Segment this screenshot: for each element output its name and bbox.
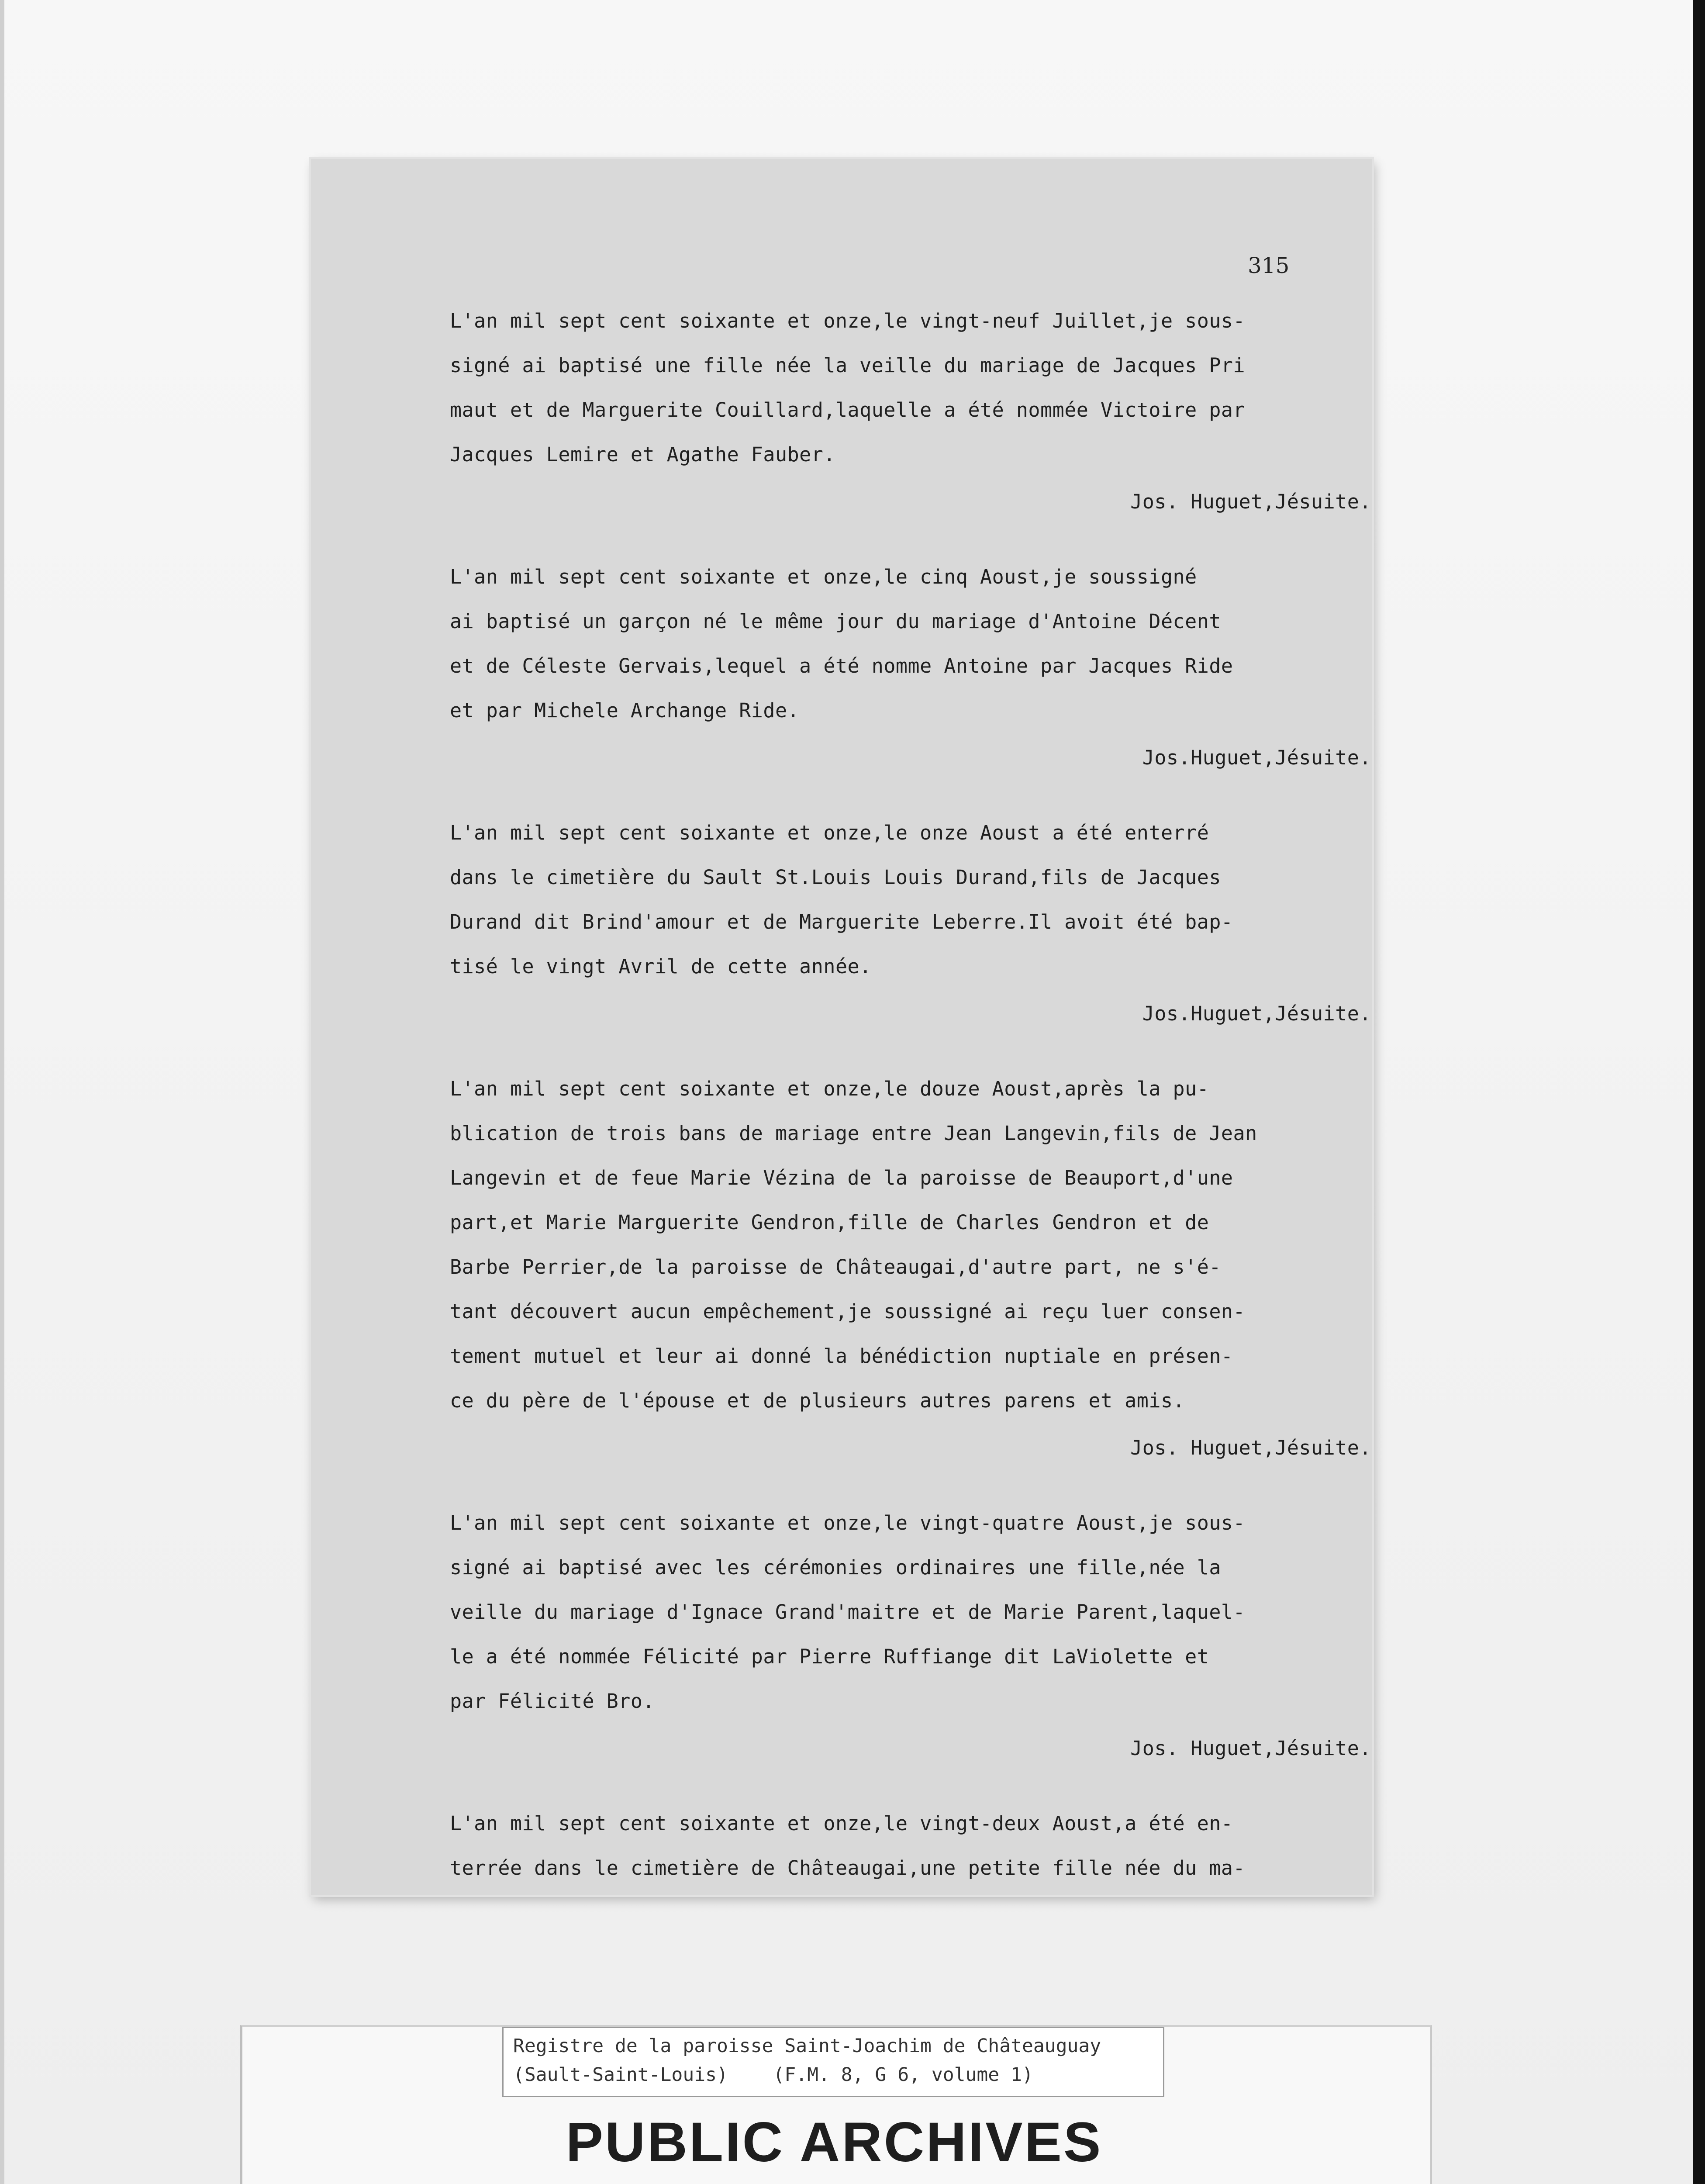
page-number: 315 bbox=[1248, 253, 1290, 278]
entry-line: et de Céleste Gervais,lequel a été nomme Antoine par Jacques Ride bbox=[450, 654, 1233, 677]
entry-line: part,et Marie Marguerite Gendron,fille de Charles Gendron et de bbox=[450, 1211, 1209, 1234]
film-edge-right bbox=[1693, 0, 1705, 2184]
entry-line: ai baptisé un garçon né le même jour du mariage d'Antoine Décent bbox=[450, 610, 1221, 633]
stamp-french bbox=[240, 2180, 1428, 2184]
entry-line: ce du père de l'épouse et de plusieurs autres parens et amis. bbox=[450, 1389, 1185, 1412]
entry-line: blication de trois bans de mariage entre Jean Langevin,fils de Jean bbox=[450, 1122, 1257, 1145]
entry-line: maut et de Marguerite Couillard,laquelle a été nommée Victoire par bbox=[450, 398, 1246, 422]
entry-line: Langevin et de feue Marie Vézina de la paroisse de Beauport,d'une bbox=[450, 1166, 1233, 1189]
entry-line: L'an mil sept cent soixante et onze,le douze Aoust,après la pu- bbox=[450, 1077, 1209, 1100]
entry-line: terrée dans le cimetière de Châteaugai,une petite fille née du ma- bbox=[450, 1856, 1246, 1880]
entry-line: dans le cimetière du Sault St.Louis Louis Durand,fils de Jacques bbox=[450, 866, 1221, 889]
entry-line: signé ai baptisé avec les cérémonies ordinaires une fille,née la bbox=[450, 1556, 1221, 1579]
entry-line: L'an mil sept cent soixante et onze,le vingt-deux Aoust,a été en- bbox=[450, 1812, 1233, 1835]
register-reference: (Sault-Saint-Louis) (F.M. 8, G 6, volume 1) bbox=[513, 2064, 1033, 2086]
entry-line: Durand dit Brind'amour et de Marguerite Leberre.Il avoit été bap- bbox=[450, 910, 1233, 933]
entry-signature: Jos. Huguet,Jésuite. bbox=[1130, 490, 1371, 513]
entry-line: Jacques Lemire et Agathe Fauber. bbox=[450, 443, 835, 466]
register-entry bbox=[450, 1067, 1371, 1470]
entry-line: tement mutuel et leur ai donné la bénédiction nuptiale en présen- bbox=[450, 1344, 1233, 1368]
register-entry bbox=[450, 1501, 1371, 1771]
entry-line: L'an mil sept cent soixante et onze,le onze Aoust a été enterré bbox=[450, 821, 1209, 844]
entry-signature: Jos.Huguet,Jésuite. bbox=[1142, 746, 1371, 769]
entry-line: le a été nommée Félicité par Pierre Ruffiange dit LaViolette et bbox=[450, 1645, 1209, 1668]
register-entry bbox=[450, 299, 1371, 524]
entry-signature: Jos. Huguet,Jésuite. bbox=[1130, 1436, 1371, 1459]
entry-line: L'an mil sept cent soixante et onze,le cinq Aoust,je soussigné bbox=[450, 565, 1197, 588]
register-title: Registre de la paroisse Saint-Joachim de Châteauguay bbox=[513, 2035, 1101, 2057]
entry-line: signé ai baptisé une fille née la veille du mariage de Jacques Pri bbox=[450, 354, 1246, 377]
entry-line: veille du mariage d'Ignace Grand'maitre et de Marie Parent,laquel- bbox=[450, 1600, 1246, 1624]
archive-stamp bbox=[240, 2105, 1428, 2184]
entry-line: par Félicité Bro. bbox=[450, 1690, 655, 1713]
entry-signature: Jos. Huguet,Jésuite. bbox=[1130, 1737, 1371, 1760]
register-entries bbox=[450, 299, 1371, 1890]
entry-line: L'an mil sept cent soixante et onze,le vingt-quatre Aoust,je sous- bbox=[450, 1511, 1246, 1534]
register-reference-label bbox=[502, 2027, 1164, 2097]
register-page bbox=[311, 159, 1372, 1895]
entry-line: tisé le vingt Avril de cette année. bbox=[450, 955, 872, 978]
stamp-english: PUBLIC ARCHIVES bbox=[566, 2111, 1103, 2174]
register-entry bbox=[450, 555, 1371, 780]
film-edge-left bbox=[0, 0, 4, 2184]
entry-line: tant découvert aucun empêchement,je soussigné ai reçu luer consen- bbox=[450, 1300, 1246, 1323]
entry-signature: Jos.Huguet,Jésuite. bbox=[1142, 1002, 1371, 1025]
entry-line: L'an mil sept cent soixante et onze,le vingt-neuf Juillet,je sous- bbox=[450, 309, 1246, 332]
register-entry bbox=[450, 811, 1371, 1036]
entry-line: Barbe Perrier,de la paroisse de Châteaugai,d'autre part, ne s'é- bbox=[450, 1255, 1221, 1279]
register-entry bbox=[450, 1801, 1371, 1890]
entry-line: et par Michele Archange Ride. bbox=[450, 699, 800, 722]
